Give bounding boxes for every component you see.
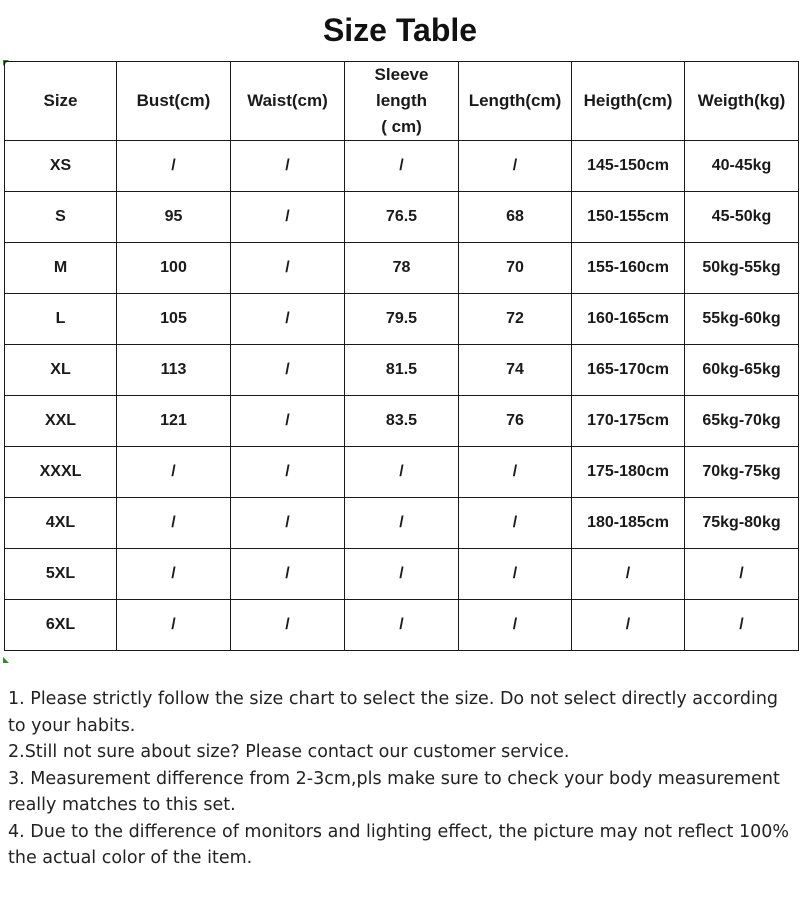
cell-weight: 40-45kg: [685, 141, 799, 192]
cell-waist: /: [231, 243, 345, 294]
cell-weight: /: [685, 600, 799, 651]
cell-waist: /: [231, 600, 345, 651]
table-row: [5, 549, 799, 600]
cell-waist: /: [231, 498, 345, 549]
cell-bust: 105: [117, 294, 231, 345]
header-height: Heigth(cm): [572, 62, 685, 141]
cell-height: 160-165cm: [572, 294, 685, 345]
header-row: [5, 62, 799, 141]
table-row: [5, 141, 799, 192]
cell-waist: /: [231, 141, 345, 192]
cell-sleeve: /: [345, 549, 459, 600]
header-sleeve-length: [345, 62, 459, 141]
notes-section: [8, 686, 794, 872]
cell-sleeve: /: [345, 447, 459, 498]
table-row: [5, 192, 799, 243]
size-table: [4, 61, 799, 651]
cell-bust: 121: [117, 396, 231, 447]
cell-sleeve: 83.5: [345, 396, 459, 447]
cell-height: 150-155cm: [572, 192, 685, 243]
cell-height: 165-170cm: [572, 345, 685, 396]
table-row: [5, 600, 799, 651]
cell-length: 68: [459, 192, 572, 243]
cell-weight: 70kg-75kg: [685, 447, 799, 498]
cell-bust: /: [117, 600, 231, 651]
cell-size: 6XL: [5, 600, 117, 651]
cell-bust: /: [117, 141, 231, 192]
cell-size: 4XL: [5, 498, 117, 549]
cell-sleeve: /: [345, 141, 459, 192]
cell-height: 170-175cm: [572, 396, 685, 447]
table-row: [5, 396, 799, 447]
header-size: Size: [5, 62, 117, 141]
cell-waist: /: [231, 396, 345, 447]
cell-sleeve: 78: [345, 243, 459, 294]
header-weight: Weigth(kg): [685, 62, 799, 141]
cell-waist: /: [231, 549, 345, 600]
note-item: 3. Measurement difference from 2-3cm,pls make sure to check your body measurement really matches to this set.: [8, 768, 780, 815]
cell-weight: 60kg-65kg: [685, 345, 799, 396]
cell-size: S: [5, 192, 117, 243]
cell-weight: 50kg-55kg: [685, 243, 799, 294]
cell-height: /: [572, 549, 685, 600]
cell-weight: /: [685, 549, 799, 600]
cell-bust: 100: [117, 243, 231, 294]
cell-length: /: [459, 447, 572, 498]
table-row: [5, 243, 799, 294]
cell-sleeve: /: [345, 600, 459, 651]
cell-size: M: [5, 243, 117, 294]
cell-weight: 55kg-60kg: [685, 294, 799, 345]
cell-height: /: [572, 600, 685, 651]
note-item: 2.Still not sure about size? Please contact our customer service.: [8, 742, 570, 762]
size-table-container: [4, 61, 798, 651]
cell-size: XXXL: [5, 447, 117, 498]
cell-height: 145-150cm: [572, 141, 685, 192]
cell-length: 74: [459, 345, 572, 396]
cell-sleeve: /: [345, 498, 459, 549]
cell-height: 175-180cm: [572, 447, 685, 498]
table-row: [5, 294, 799, 345]
cell-sleeve: 79.5: [345, 294, 459, 345]
cell-bust: /: [117, 447, 231, 498]
cell-length: /: [459, 600, 572, 651]
header-bust: Bust(cm): [117, 62, 231, 141]
cell-waist: /: [231, 447, 345, 498]
cell-size: XL: [5, 345, 117, 396]
cell-size: L: [5, 294, 117, 345]
cell-bust: /: [117, 549, 231, 600]
header-length: Length(cm): [459, 62, 572, 141]
cell-weight: 75kg-80kg: [685, 498, 799, 549]
header-sleeve-line1: Sleeve: [374, 65, 429, 84]
size-table-body: [5, 141, 799, 651]
note-item: 1. Please strictly follow the size chart to select the size. Do not select directly according to your habits.: [8, 689, 779, 736]
cell-height: 180-185cm: [572, 498, 685, 549]
cell-height: 155-160cm: [572, 243, 685, 294]
header-sleeve-line2: length: [376, 91, 427, 110]
cell-length: /: [459, 498, 572, 549]
note-item: 4. Due to the difference of monitors and lighting effect, the picture may not reflect 100% the actual color of the item.: [8, 821, 789, 868]
table-row: [5, 498, 799, 549]
cell-size: XXL: [5, 396, 117, 447]
cell-size: 5XL: [5, 549, 117, 600]
page-title: Size Table: [322, 12, 478, 48]
header-waist: Waist(cm): [231, 62, 345, 141]
cell-bust: 95: [117, 192, 231, 243]
table-row: [5, 345, 799, 396]
corner-mark-bottom: [3, 657, 9, 663]
cell-length: 70: [459, 243, 572, 294]
cell-waist: /: [231, 345, 345, 396]
cell-bust: /: [117, 498, 231, 549]
cell-sleeve: 76.5: [345, 192, 459, 243]
cell-bust: 113: [117, 345, 231, 396]
cell-length: /: [459, 549, 572, 600]
cell-weight: 65kg-70kg: [685, 396, 799, 447]
header-sleeve-line3: ( cm): [381, 117, 422, 136]
cell-length: 76: [459, 396, 572, 447]
table-row: [5, 447, 799, 498]
cell-length: /: [459, 141, 572, 192]
cell-waist: /: [231, 294, 345, 345]
cell-length: 72: [459, 294, 572, 345]
cell-weight: 45-50kg: [685, 192, 799, 243]
cell-waist: /: [231, 192, 345, 243]
cell-size: XS: [5, 141, 117, 192]
cell-sleeve: 81.5: [345, 345, 459, 396]
